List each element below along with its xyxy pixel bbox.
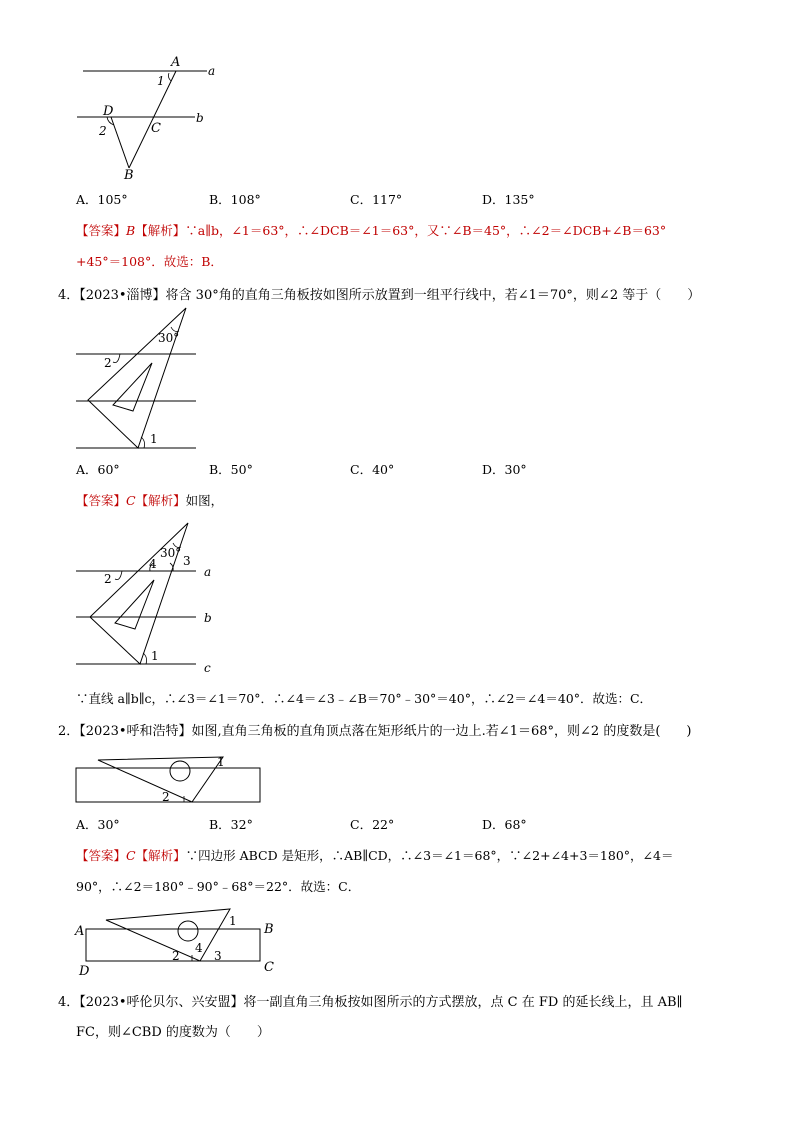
fig3-label-1: 1 bbox=[151, 649, 159, 663]
figure-parallel-lines-triangle bbox=[70, 55, 230, 185]
fig2-label-2: 2 bbox=[104, 356, 112, 370]
answer-tag: 【答案】 bbox=[76, 848, 127, 863]
fig1-label-C: C bbox=[151, 121, 161, 136]
question-source: 【2023•呼伦贝尔、兴安盟】 bbox=[79, 995, 244, 1010]
option: A．30° bbox=[76, 817, 120, 832]
fig2-label-30: 30° bbox=[158, 331, 180, 345]
figure-rectangle-triangle-labeled bbox=[70, 903, 290, 979]
fig1-label-D: D bbox=[103, 104, 114, 119]
analysis-tag: 【解析】 bbox=[135, 493, 186, 508]
figure-triangle-three-parallel-lines bbox=[70, 305, 210, 455]
analysis-text: 如图， bbox=[185, 493, 224, 508]
figure-triangle-parallel-lines-labeled bbox=[70, 520, 220, 680]
option: C．40° bbox=[350, 462, 395, 477]
fig4-label-1: 1 bbox=[217, 755, 225, 769]
fig5-label-D: D bbox=[79, 964, 90, 979]
fig5-label-A: A bbox=[75, 924, 85, 939]
option: D．30° bbox=[482, 462, 527, 477]
option: A．60° bbox=[76, 462, 120, 477]
fig5-label-3: 3 bbox=[214, 949, 222, 963]
option: A．105° bbox=[76, 192, 128, 207]
question-4 bbox=[58, 991, 683, 1010]
question-source: 【2023•淄博】 bbox=[79, 288, 166, 303]
answer-3-line1 bbox=[76, 846, 673, 864]
analysis-text: ∵四边形 ABCD 是矩形，∴AB∥CD，∴∠3＝∠1＝68°，∵∠2+∠4+3＝180°，∠4＝ bbox=[185, 848, 674, 863]
fig3-label-a: a bbox=[204, 565, 212, 579]
question-source: 【2023•呼和浩特】 bbox=[79, 724, 192, 739]
question-4-line2: FC，则∠CBD 的度数为（ ） bbox=[76, 1025, 270, 1040]
fig3-label-3: 3 bbox=[183, 554, 191, 568]
fig5-label-C: C bbox=[264, 960, 274, 975]
answer-letter: B bbox=[126, 223, 136, 238]
option: B．108° bbox=[209, 192, 261, 207]
fig5-label-1: 1 bbox=[229, 914, 237, 928]
question-number: 4． bbox=[58, 288, 80, 303]
solution-2: ∵直线 a∥b∥c，∴∠3＝∠1＝70°．∴∠4＝∠3﹣∠B＝70°﹣30°＝40°，∴∠2＝∠4＝40°．故选：C． bbox=[76, 691, 653, 706]
option: B．32° bbox=[209, 817, 253, 832]
fig4-label-2: 2 bbox=[162, 790, 170, 804]
fig1-label-2: 2 bbox=[99, 124, 107, 138]
question-2 bbox=[58, 284, 700, 303]
fig1-label-a: a bbox=[208, 64, 216, 78]
answer-1-line1 bbox=[76, 221, 666, 239]
option: D．68° bbox=[482, 817, 527, 832]
question-number: 4． bbox=[58, 995, 80, 1010]
fig3-label-4: 4 bbox=[149, 557, 157, 571]
option: C．117° bbox=[350, 192, 403, 207]
answer-tag: 【答案】 bbox=[76, 223, 127, 238]
question-text: 如图,直角三角板的直角顶点落在矩形纸片的一边上.若∠1＝68°，则∠2 的度数是( ) bbox=[191, 724, 692, 739]
option: D．135° bbox=[482, 192, 535, 207]
answer-letter: C bbox=[126, 848, 136, 863]
figure-rectangle-triangle bbox=[70, 746, 270, 812]
answer-3-line2: 90°，∴∠2＝180°﹣90°﹣68°＝22°．故选：C． bbox=[76, 879, 361, 894]
question-text: 将含 30°角的直角三角板按如图所示放置到一组平行线中，若∠1＝70°，则∠2 等于（ ） bbox=[165, 288, 701, 303]
analysis-tag: 【解析】 bbox=[135, 223, 186, 238]
analysis-tag: 【解析】 bbox=[135, 848, 186, 863]
question-3 bbox=[58, 720, 691, 739]
answer-2 bbox=[76, 491, 223, 509]
answer-tag: 【答案】 bbox=[76, 493, 127, 508]
answer-1-line2: +45°＝108°．故选：B． bbox=[76, 254, 223, 269]
fig5-label-4: 4 bbox=[195, 941, 203, 955]
fig3-label-b: b bbox=[204, 611, 212, 625]
question-number: 2． bbox=[58, 724, 80, 739]
analysis-text: ∵a∥b，∠1＝63°，∴∠DCB＝∠1＝63°，又∵∠B＝45°，∴∠2＝∠DCB+∠B＝63° bbox=[185, 223, 667, 238]
fig1-label-1: 1 bbox=[157, 74, 165, 88]
fig1-label-A: A bbox=[171, 55, 181, 70]
question-text: 将一副直角三角板按如图所示的方式摆放，点 C 在 FD 的延长线上，且 AB∥ bbox=[243, 995, 683, 1010]
option: C．22° bbox=[350, 817, 395, 832]
option: B．50° bbox=[209, 462, 253, 477]
fig5-label-B: B bbox=[264, 922, 274, 937]
fig3-label-c: c bbox=[204, 661, 211, 675]
fig5-label-2: 2 bbox=[172, 949, 180, 963]
fig3-label-2: 2 bbox=[104, 572, 112, 586]
fig1-label-B: B bbox=[124, 168, 134, 183]
fig2-label-1: 1 bbox=[150, 432, 158, 446]
answer-letter: C bbox=[126, 493, 136, 508]
fig3-label-30: 30° bbox=[160, 546, 182, 560]
fig1-label-b: b bbox=[196, 111, 204, 125]
